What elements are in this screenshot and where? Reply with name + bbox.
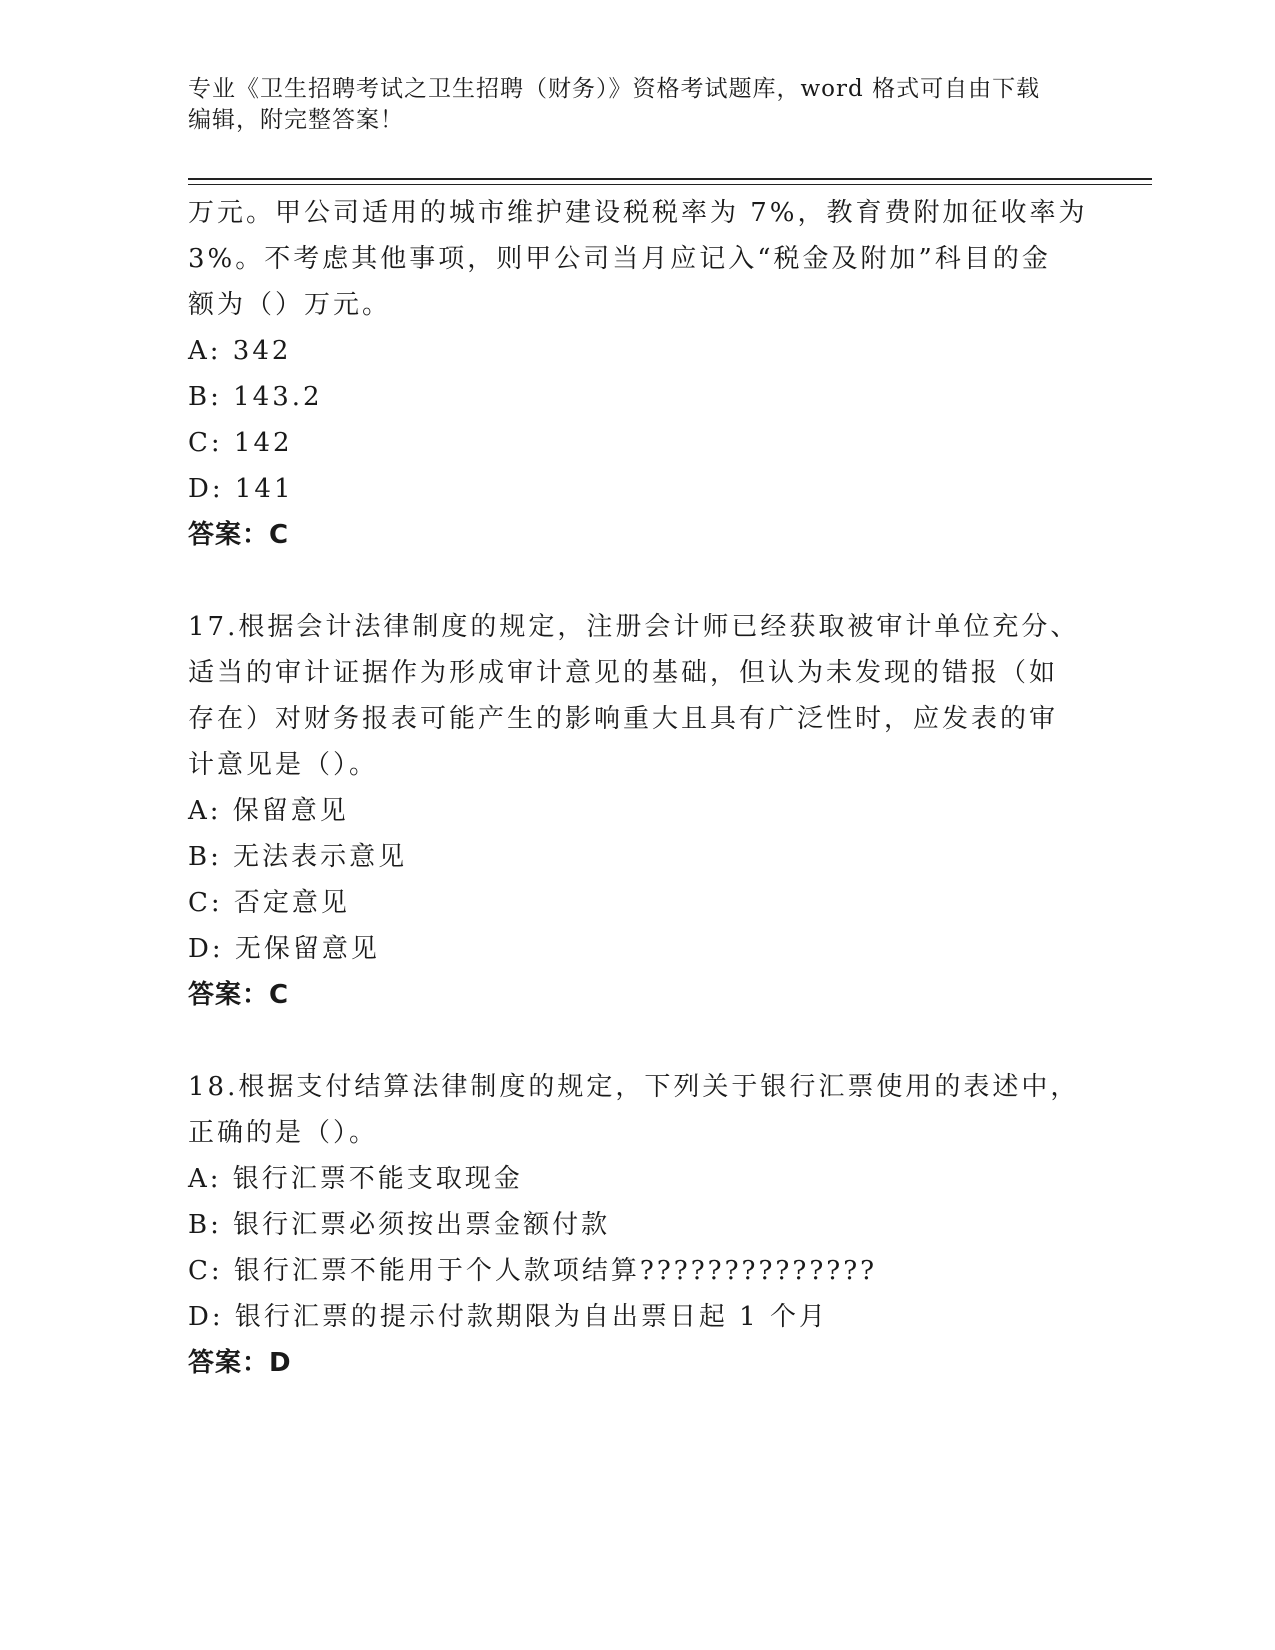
question-spacer	[188, 558, 1088, 604]
question-text-line: 18.根据支付结算法律制度的规定，下列关于银行汇票使用的表述中，	[188, 1072, 1080, 1102]
question-text-line: 万元。甲公司适用的城市维护建设税税率为 7%，教育费附加征收率为	[188, 198, 1088, 228]
option-d: D: 141	[188, 474, 294, 504]
question-text-line: 正确的是（）。	[188, 1118, 379, 1148]
option-d: D: 银行汇票的提示付款期限为自出票日起 1 个月	[188, 1302, 828, 1332]
question-text-line: 存在）对财务报表可能产生的影响重大且具有广泛性时，应发表的审	[188, 704, 1059, 734]
option-a: A: 342	[188, 336, 292, 366]
question-16	[188, 190, 1088, 558]
question-spacer	[188, 1018, 1088, 1064]
document-header	[188, 74, 1088, 136]
question-text-line: 17.根据会计法律制度的规定，注册会计师已经获取被审计单位充分、	[188, 612, 1080, 642]
header-divider-thin	[188, 184, 1152, 185]
question-text-line: 适当的审计证据作为形成审计意见的基础，但认为未发现的错报（如	[188, 658, 1059, 688]
question-text-line: 计意见是（）。	[188, 750, 379, 780]
answer-label: 答案：C	[188, 980, 290, 1010]
option-b: B: 银行汇票必须按出票金额付款	[188, 1210, 611, 1240]
option-d: D: 无保留意见	[188, 934, 380, 964]
header-line-1: 专业《卫生招聘考试之卫生招聘（财务）》资格考试题库，word 格式可自由下载	[188, 76, 1041, 102]
header-line-2: 编辑，附完整答案！	[188, 107, 404, 133]
question-text-line: 额为（）万元。	[188, 290, 392, 320]
question-text-line: 3%。不考虑其他事项，则甲公司当月应记入“税金及附加”科目的金	[188, 244, 1051, 274]
option-b: B: 143.2	[188, 382, 323, 412]
answer-label: 答案：C	[188, 520, 290, 550]
header-divider-thick	[188, 178, 1152, 180]
option-c: C: 银行汇票不能用于个人款项结算??????????????	[188, 1256, 878, 1286]
option-c: C: 142	[188, 428, 293, 458]
question-17	[188, 604, 1088, 1018]
question-18	[188, 1064, 1088, 1386]
option-a: A: 保留意见	[188, 796, 349, 826]
question-list	[188, 190, 1088, 1386]
answer-label: 答案：D	[188, 1348, 292, 1378]
option-a: A: 银行汇票不能支取现金	[188, 1164, 523, 1194]
option-b: B: 无法表示意见	[188, 842, 408, 872]
option-c: C: 否定意见	[188, 888, 350, 918]
